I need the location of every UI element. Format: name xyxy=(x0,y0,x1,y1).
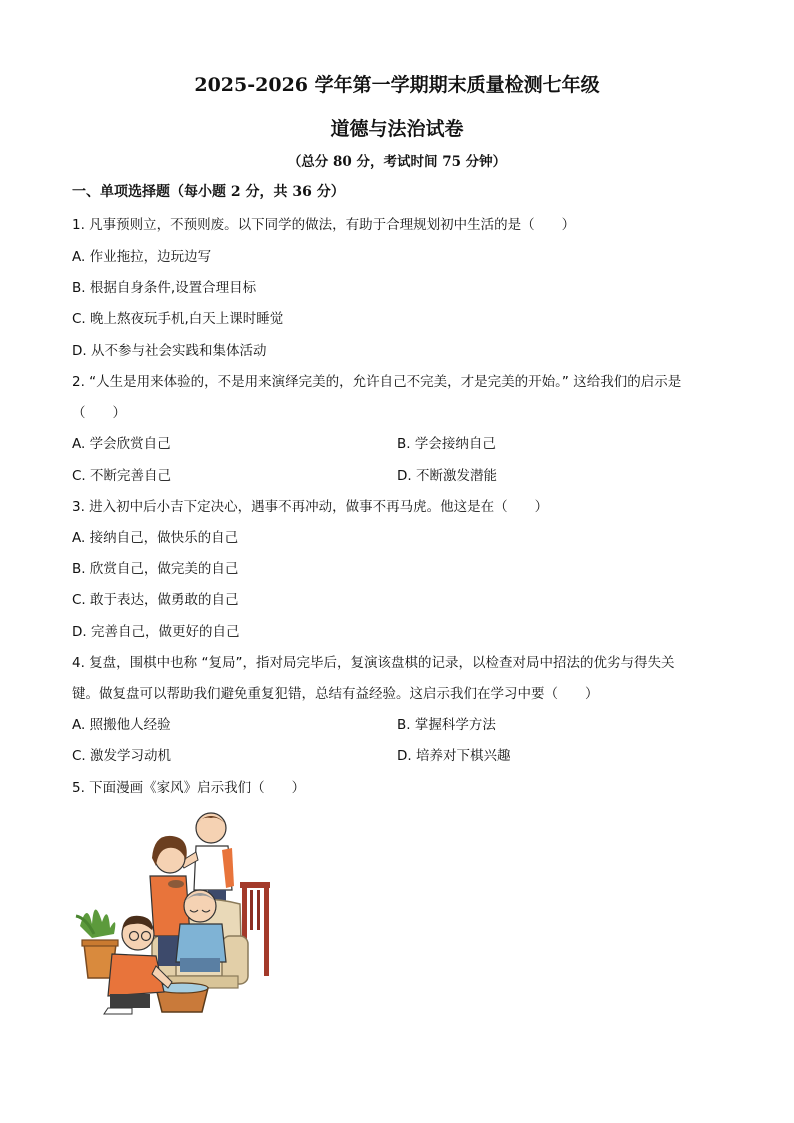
question-3-option-a: A. 接纳自己，做快乐的自己 xyxy=(72,530,239,546)
question-2-option-d: D. 不断激发潜能 xyxy=(397,468,497,484)
question-1-option-a: A. 作业拖拉，边玩边写 xyxy=(72,249,212,265)
section-heading: 一、单项选择题（每小题 2 分，共 36 分） xyxy=(72,184,345,200)
question-4-option-d: D. 培养对下棋兴趣 xyxy=(397,748,511,764)
question-1-option-c: C. 晚上熬夜玩手机,白天上课时睡觉 xyxy=(72,311,284,327)
subject-title: 道德与法治试卷 xyxy=(330,118,464,140)
question-2-option-b: B. 学会接纳自己 xyxy=(397,436,496,452)
question-2-option-a: A. 学会欣赏自己 xyxy=(72,436,171,452)
question-5-stem: 5. 下面漫画《家风》启示我们（ ） xyxy=(72,780,306,796)
question-1-option-d: D. 从不参与社会实践和集体活动 xyxy=(72,343,267,359)
exam-info: （总分 80 分，考试时间 75 分钟） xyxy=(287,154,507,170)
question-4-option-a: A. 照搬他人经验 xyxy=(72,717,171,733)
question-4-option-b: B. 掌握科学方法 xyxy=(397,717,496,733)
question-4-stem: 4. 复盘，围棋中也称 “复局”，指对局完毕后，复演该盘棋的记录，以检查对局中招法的优劣与得失关 xyxy=(72,655,675,671)
exam-title: 2025-2026 学年第一学期期末质量检测七年级 xyxy=(194,74,600,96)
question-2-option-c: C. 不断完善自己 xyxy=(72,468,172,484)
question-3-stem: 3. 进入初中后小吉下定决心，遇事不再冲动，做事不再马虎。他这是在（ ） xyxy=(72,499,549,515)
question-3-option-c: C. 敢于表达，做勇敢的自己 xyxy=(72,592,239,608)
question-1-stem: 1. 凡事预则立，不预则废。以下同学的做法，有助于合理规划初中生活的是（ ） xyxy=(72,217,576,233)
question-2-stem-cont: （ ） xyxy=(72,405,126,421)
question-3-option-d: D. 完善自己，做更好的自己 xyxy=(72,624,240,640)
foot-basin xyxy=(156,983,208,1012)
question-4-option-c: C. 激发学习动机 xyxy=(72,748,172,764)
question-3-option-b: B. 欣赏自己，做完美的自己 xyxy=(72,561,239,577)
question-4-stem-cont: 键。做复盘可以帮助我们避免重复犯错，总结有益经验。这启示我们在学习中要（ ） xyxy=(72,686,599,702)
question-2-stem: 2. “人生是用来体验的，不是用来演绎完美的，允许自己不完美，才是完美的开始。” 这给我们的启示是 xyxy=(72,374,682,390)
question-1-option-b: B. 根据自身条件,设置合理目标 xyxy=(72,280,257,296)
family-cartoon-illustration xyxy=(72,806,276,1022)
